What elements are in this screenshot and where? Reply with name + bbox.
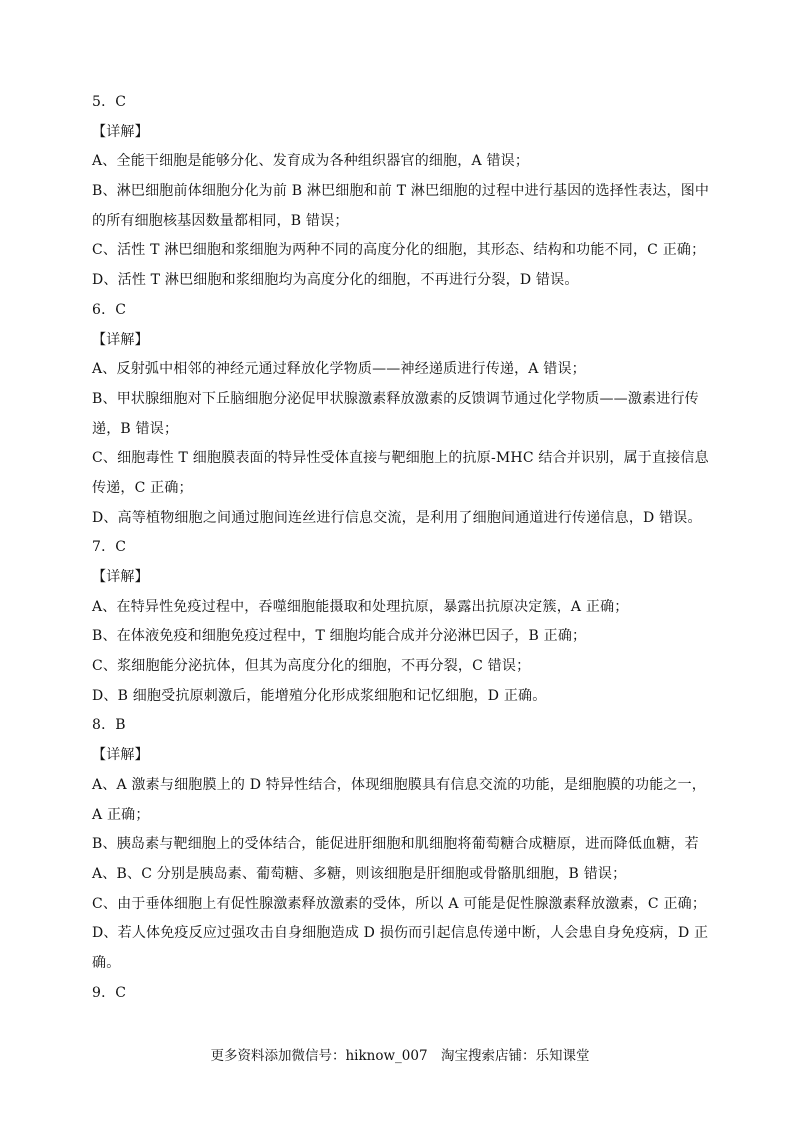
explanation-line: A、A 激素与细胞膜上的 D 特异性结合，体现细胞膜具有信息交流的功能，是细胞膜的功能之一，: [92, 776, 706, 793]
question-block: [92, 300, 709, 528]
explanation-line: D、若人体免疫反应过强攻击自身细胞造成 D 损伤而引起信息传递中断，人会患自身免疫病，D 正: [92, 925, 709, 942]
explanation-line: 递，B 错误；: [92, 420, 179, 437]
explanation-heading: 【详解】: [92, 747, 149, 764]
question-block: [92, 983, 704, 1003]
explanation-line: D、B 细胞受抗原刺激后，能增殖分化形成浆细胞和记忆细胞，D 正确。: [92, 687, 547, 704]
question-block: [92, 92, 710, 290]
question-number: 9．C: [92, 984, 127, 1001]
explanation-line: C、细胞毒性 T 细胞膜表面的特异性受体直接与靶细胞上的抗原-MHC 结合并识别，属于直接信息: [92, 450, 709, 467]
explanation-line: 的所有细胞核基因数量都相同，B 错误；: [92, 212, 349, 229]
explanation-heading: 【详解】: [92, 123, 149, 140]
explanation-line: A 正确；: [92, 806, 150, 823]
question-number: 5．C: [92, 94, 127, 110]
explanation-line: A、反射弧中相邻的神经元通过释放化学物质——神经递质进行传递，A 错误；: [92, 361, 586, 378]
explanation-line: C、由于垂体细胞上有促性腺激素释放激素的受体，所以 A 可能是促性腺激素释放激素，C 正确；: [92, 895, 707, 912]
explanation-line: A、在特异性免疫过程中，吞噬细胞能摄取和处理抗原，暴露出抗原决定簇，A 正确；: [92, 598, 629, 615]
explanation-heading: 【详解】: [92, 331, 149, 348]
explanation-line: A、B、C 分别是胰岛素、葡萄糖、多糖，则该细胞是肝细胞或骨骼肌细胞，B 错误；: [92, 865, 627, 882]
question-number: 6．C: [92, 301, 127, 318]
explanation-line: B、在体液免疫和细胞免疫过程中，T 细胞均能合成并分泌淋巴因子，B 正确；: [92, 628, 587, 645]
explanation-line: C、活性 T 淋巴细胞和浆细胞为两种不同的高度分化的细胞，其形态、结构和功能不同，C 正确；: [92, 242, 706, 259]
explanation-line: 传递，C 正确；: [92, 479, 193, 496]
question-number: 7．C: [92, 539, 127, 556]
explanation-line: B、胰岛素与靶细胞上的受体结合，能促进肝细胞和肌细胞将葡萄糖合成糖原，进而降低血糖，若: [92, 836, 699, 853]
explanation-line: C、浆细胞能分泌抗体，但其为高度分化的细胞，不再分裂，C 错误；: [92, 658, 531, 675]
explanation-heading: 【详解】: [92, 569, 149, 585]
page-footer: 更多资料添加微信号：hiknow_007 淘宝搜索店铺：乐知课堂: [210, 1048, 590, 1064]
explanation-line: B、淋巴细胞前体细胞分化为前 B 淋巴细胞和前 T 淋巴细胞的过程中进行基因的选择性表达，图中: [92, 183, 710, 200]
explanation-line: D、高等植物细胞之间通过胞间连丝进行信息交流，是利用了细胞间通道进行传递信息，D 错误。: [92, 509, 702, 526]
answer-explanations: [92, 92, 710, 1012]
question-block: [92, 715, 709, 973]
explanation-line: B、甲状腺细胞对下丘脑细胞分泌促甲状腺激素释放激素的反馈调节通过化学物质——激素进行传: [92, 390, 699, 407]
explanation-line: A、全能干细胞是能够分化、发育成为各种组织器官的细胞，A 错误；: [92, 153, 530, 170]
question-number: 8．B: [92, 717, 126, 734]
question-block: [92, 537, 704, 705]
explanation-line: D、活性 T 淋巴细胞和浆细胞均为高度分化的细胞，不再进行分裂，D 错误。: [92, 272, 579, 289]
explanation-line: 确。: [92, 954, 121, 971]
